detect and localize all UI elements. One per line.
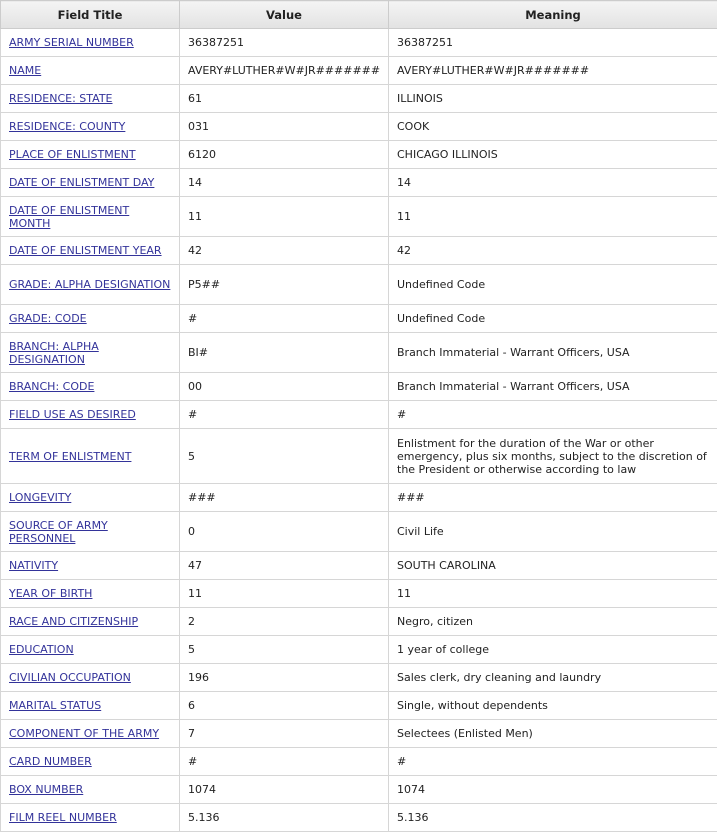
value-cell: 6 — [180, 692, 389, 720]
meaning-cell: SOUTH CAROLINA — [389, 552, 717, 580]
meaning-cell: 14 — [389, 169, 717, 197]
field-title-link[interactable]: YEAR OF BIRTH — [9, 587, 93, 600]
header-row — [1, 1, 717, 29]
field-title-cell — [1, 776, 180, 804]
meaning-cell: COOK — [389, 113, 717, 141]
table-row — [1, 85, 717, 113]
column-header-meaning: Meaning — [389, 1, 717, 29]
field-title-cell — [1, 429, 180, 484]
value-cell: 61 — [180, 85, 389, 113]
field-title-cell — [1, 333, 180, 373]
table-row — [1, 265, 717, 305]
table-row — [1, 169, 717, 197]
table-row — [1, 197, 717, 237]
meaning-cell: Single, without dependents — [389, 692, 717, 720]
table-row — [1, 29, 717, 57]
field-title-link[interactable]: RESIDENCE: STATE — [9, 92, 113, 105]
meaning-cell: Undefined Code — [389, 265, 717, 305]
table-row — [1, 373, 717, 401]
table-row — [1, 57, 717, 85]
meaning-cell: ### — [389, 484, 717, 512]
value-cell: 00 — [180, 373, 389, 401]
table-row — [1, 237, 717, 265]
column-header-value: Value — [180, 1, 389, 29]
field-title-cell — [1, 237, 180, 265]
field-title-link[interactable]: BRANCH: CODE — [9, 380, 95, 393]
field-title-cell — [1, 197, 180, 237]
meaning-cell: Enlistment for the duration of the War or other emergency, plus six months, subject to the discretion of the President or otherwise according to law — [389, 429, 717, 484]
field-title-link[interactable]: FILM REEL NUMBER — [9, 811, 117, 824]
field-title-cell — [1, 141, 180, 169]
value-cell: 5 — [180, 429, 389, 484]
field-title-cell — [1, 305, 180, 333]
meaning-cell: 5.136 — [389, 804, 717, 832]
table-row — [1, 776, 717, 804]
table-row — [1, 636, 717, 664]
column-header-field-title: Field Title — [1, 1, 180, 29]
field-title-link[interactable]: MARITAL STATUS — [9, 699, 102, 712]
meaning-cell: # — [389, 748, 717, 776]
value-cell: # — [180, 748, 389, 776]
field-title-cell — [1, 720, 180, 748]
field-title-cell — [1, 636, 180, 664]
field-title-link[interactable]: GRADE: CODE — [9, 312, 87, 325]
field-title-link[interactable]: RESIDENCE: COUNTY — [9, 120, 126, 133]
value-cell: AVERY#LUTHER#W#JR####### — [180, 57, 389, 85]
meaning-cell: Undefined Code — [389, 305, 717, 333]
meaning-cell: 36387251 — [389, 29, 717, 57]
meaning-cell: ILLINOIS — [389, 85, 717, 113]
value-cell: 7 — [180, 720, 389, 748]
table-row — [1, 401, 717, 429]
table-row — [1, 429, 717, 484]
field-title-link[interactable]: RACE AND CITIZENSHIP — [9, 615, 139, 628]
table-row — [1, 692, 717, 720]
value-cell: 031 — [180, 113, 389, 141]
field-title-link[interactable]: LONGEVITY — [9, 491, 72, 504]
field-title-cell — [1, 484, 180, 512]
meaning-cell: # — [389, 401, 717, 429]
meaning-cell: Branch Immaterial - Warrant Officers, USA — [389, 333, 717, 373]
field-title-link[interactable]: DATE OF ENLISTMENT DAY — [9, 176, 155, 189]
table-row — [1, 484, 717, 512]
meaning-cell: CHICAGO ILLINOIS — [389, 141, 717, 169]
value-cell: 1074 — [180, 776, 389, 804]
table-row — [1, 141, 717, 169]
field-title-link[interactable]: NAME — [9, 64, 42, 77]
value-cell: 14 — [180, 169, 389, 197]
value-cell: 36387251 — [180, 29, 389, 57]
field-title-link[interactable]: CARD NUMBER — [9, 755, 92, 768]
field-title-link[interactable]: TERM OF ENLISTMENT — [9, 449, 132, 463]
field-title-cell — [1, 552, 180, 580]
field-title-link[interactable]: GRADE: ALPHA DESIGNATION — [9, 278, 171, 291]
field-title-cell — [1, 804, 180, 832]
meaning-cell: Selectees (Enlisted Men) — [389, 720, 717, 748]
field-title-cell — [1, 169, 180, 197]
value-cell: 11 — [180, 580, 389, 608]
table-row — [1, 580, 717, 608]
table-row — [1, 720, 717, 748]
field-title-cell — [1, 580, 180, 608]
field-title-cell — [1, 113, 180, 141]
table-row — [1, 804, 717, 832]
table-row — [1, 305, 717, 333]
table-row — [1, 333, 717, 373]
meaning-cell: Civil Life — [389, 512, 717, 552]
field-title-link[interactable]: BOX NUMBER — [9, 783, 84, 796]
value-cell: 0 — [180, 512, 389, 552]
value-cell: 2 — [180, 608, 389, 636]
field-title-cell — [1, 664, 180, 692]
field-title-cell — [1, 57, 180, 85]
value-cell: 11 — [180, 197, 389, 237]
field-title-cell — [1, 85, 180, 113]
table-row — [1, 113, 717, 141]
field-title-link[interactable]: EDUCATION — [9, 643, 74, 656]
field-title-link[interactable]: FIELD USE AS DESIRED — [9, 408, 136, 421]
meaning-cell: AVERY#LUTHER#W#JR####### — [389, 57, 717, 85]
meaning-cell: Sales clerk, dry cleaning and laundry — [389, 664, 717, 692]
value-cell: BI# — [180, 333, 389, 373]
table-row — [1, 608, 717, 636]
meaning-cell: 11 — [389, 197, 717, 237]
meaning-cell: Branch Immaterial - Warrant Officers, USA — [389, 373, 717, 401]
value-cell: P5## — [180, 265, 389, 305]
table-row — [1, 512, 717, 552]
field-title-link[interactable]: BRANCH: ALPHA DESIGNATION — [9, 339, 99, 366]
field-title-link[interactable]: DATE OF ENLISTMENT MONTH — [9, 203, 130, 230]
value-cell: 5.136 — [180, 804, 389, 832]
field-title-cell — [1, 29, 180, 57]
field-title-link[interactable]: DATE OF ENLISTMENT YEAR — [9, 244, 162, 257]
table-row — [1, 748, 717, 776]
value-cell: 5 — [180, 636, 389, 664]
field-title-cell — [1, 748, 180, 776]
meaning-cell: Negro, citizen — [389, 608, 717, 636]
value-cell: ### — [180, 484, 389, 512]
value-cell: # — [180, 305, 389, 333]
field-title-cell — [1, 512, 180, 552]
field-title-cell — [1, 608, 180, 636]
field-title-link[interactable]: NATIVITY — [9, 559, 59, 572]
value-cell: 42 — [180, 237, 389, 265]
meaning-cell: 1 year of college — [389, 636, 717, 664]
table-row — [1, 664, 717, 692]
table-row — [1, 552, 717, 580]
value-cell: # — [180, 401, 389, 429]
field-title-cell — [1, 373, 180, 401]
field-title-cell — [1, 692, 180, 720]
meaning-cell: 11 — [389, 580, 717, 608]
field-title-cell — [1, 265, 180, 305]
field-title-cell — [1, 401, 180, 429]
field-title-link[interactable]: PLACE OF ENLISTMENT — [9, 148, 136, 161]
field-title-link[interactable]: SOURCE OF ARMY PERSONNEL — [9, 518, 108, 545]
field-title-link[interactable]: CIVILIAN OCCUPATION — [9, 671, 131, 684]
field-title-link[interactable]: ARMY SERIAL NUMBER — [9, 36, 134, 49]
value-cell: 196 — [180, 664, 389, 692]
value-cell: 6120 — [180, 141, 389, 169]
meaning-cell: 42 — [389, 237, 717, 265]
meaning-cell: 1074 — [389, 776, 717, 804]
field-title-link[interactable]: COMPONENT OF THE ARMY — [9, 727, 160, 740]
value-cell: 47 — [180, 552, 389, 580]
